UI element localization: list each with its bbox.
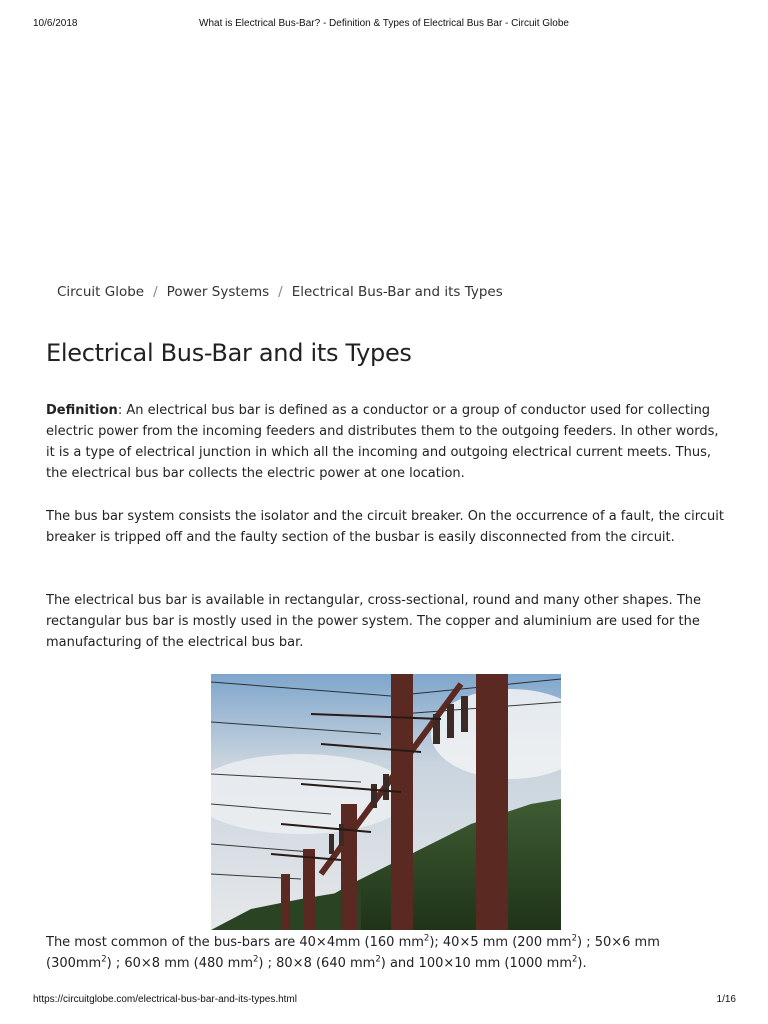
breadcrumb-item-current: Electrical Bus-Bar and its Types (291, 284, 503, 300)
print-doc-title: What is Electrical Bus-Bar? - Definition & Types of Electrical Bus Bar - Circuit Globe (199, 18, 569, 29)
bus-bar-shapes-paragraph: The electrical bus bar is available in rectangular, cross-sectional, round and many other shapes. The rectangular bus bar is mostly used in the power system. The copper and aluminium are used for the manufacturing of the electrical bus bar. (46, 593, 701, 650)
sizes-text: ). (577, 956, 587, 971)
print-footer (0, 994, 768, 1008)
substation-photo-art (211, 674, 561, 930)
print-url[interactable]: https://circuitglobe.com/electrical-bus-bar-and-its-types.html (33, 994, 297, 1005)
breadcrumb (57, 284, 503, 300)
superscript: 2 (253, 954, 259, 965)
superscript: 2 (101, 954, 107, 965)
sizes-text: ) ; 60×8 mm (480 mm (106, 956, 253, 971)
superscript: 2 (571, 933, 577, 944)
page-title: Electrical Bus-Bar and its Types (46, 339, 412, 367)
definition-paragraph (46, 400, 726, 484)
sizes-text: ) and 100×10 mm (1000 mm (380, 956, 572, 971)
breadcrumb-separator: / (153, 284, 158, 300)
breadcrumb-item-home[interactable]: Circuit Globe (57, 284, 145, 300)
sizes-text: ) ; 50×6 mm (300mm (46, 935, 660, 971)
definition-label: Definition (46, 403, 118, 418)
sizes-text: ); 40×5 mm (200 mm (429, 935, 572, 950)
sizes-text: The most common of the bus-bars are 40×4mm (160 mm (46, 935, 424, 950)
definition-text: : An electrical bus bar is defined as a conductor or a group of conductor used for collecting electric power from the incoming feeders and distributes them to the outgoing feeders. In other words, it is a type of electrical junction in which all the incoming and outgoing electrical current meets. Thus, the electrical bus bar collects the electric power at one location. (46, 403, 719, 481)
bus-bar-system-paragraph: The bus bar system consists the isolator and the circuit breaker. On the occurrence of a fault, the circuit breaker is tripped off and the faulty section of the busbar is easily disconnected from the circuit. (46, 509, 724, 545)
breadcrumb-separator: / (278, 284, 283, 300)
page-number: 1/16 (716, 994, 736, 1005)
superscript: 2 (375, 954, 381, 965)
breadcrumb-item-power-systems[interactable]: Power Systems (166, 284, 270, 300)
substation-photo (211, 674, 561, 930)
print-header (0, 18, 768, 32)
common-sizes-paragraph (46, 932, 726, 974)
print-date: 10/6/2018 (33, 18, 78, 29)
superscript: 2 (572, 954, 578, 965)
sizes-text: ) ; 80×8 (640 mm (258, 956, 376, 971)
superscript: 2 (423, 933, 430, 944)
